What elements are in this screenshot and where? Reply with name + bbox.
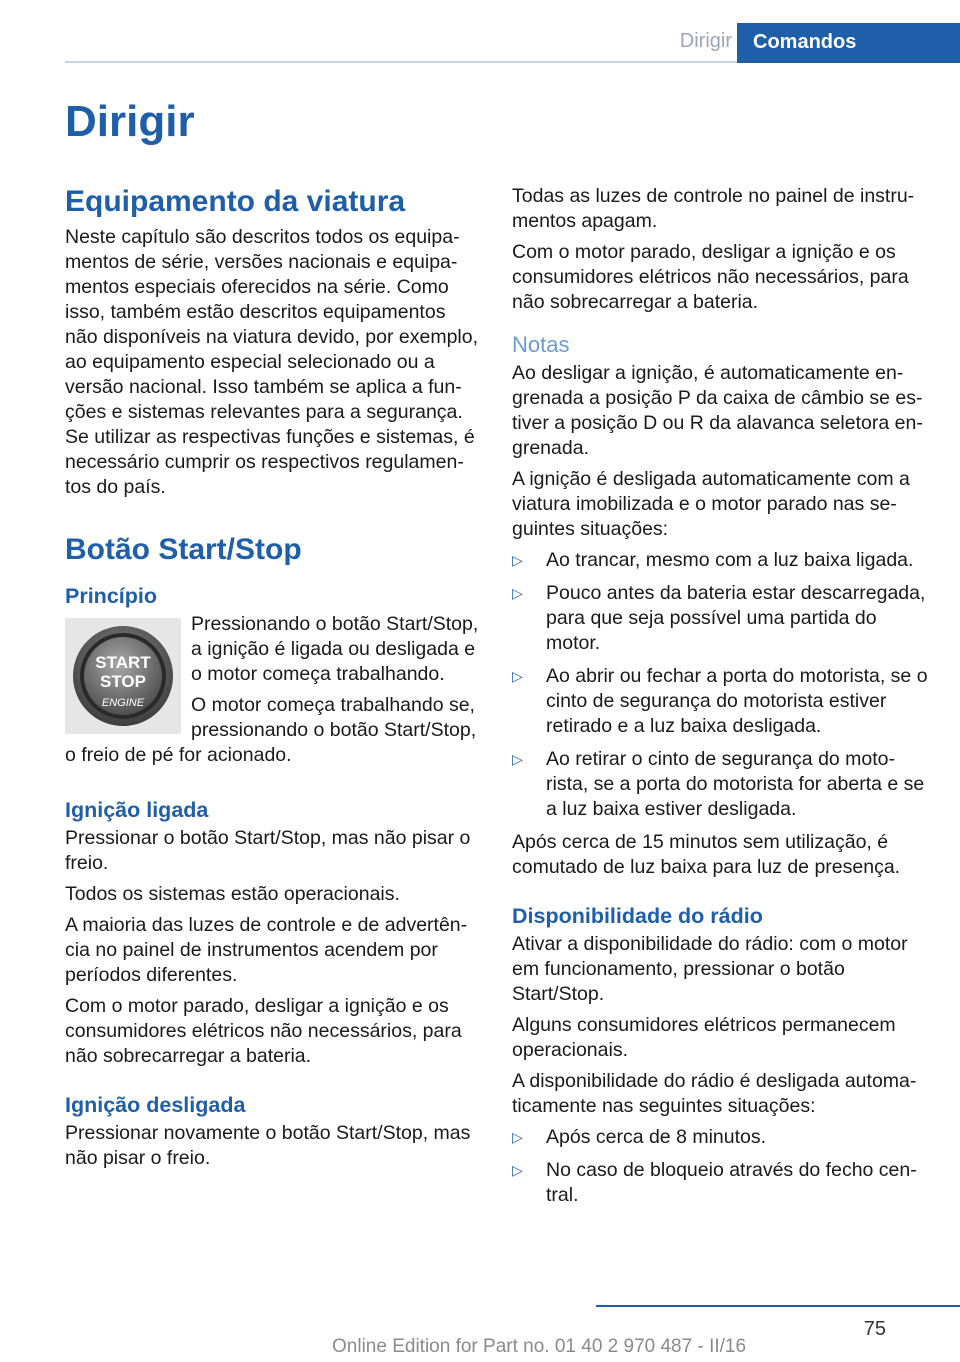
paragraph-radio-2: Alguns consumidores elétricos permanecem operacionais. xyxy=(512,1014,896,1061)
triangle-bullet-icon: ▷ xyxy=(512,585,523,601)
bullet-list-notas xyxy=(512,548,928,822)
paragraph-radio-3: A disponibilidade do rádio é desligada automaticamente nas seguintes situações: xyxy=(512,1070,917,1117)
footer-edition: Online Edition for Part no. 01 40 2 970 487 - II/16 xyxy=(332,1336,747,1357)
paragraph-principio-1: Pressionando o botão Start/Stop, a ignição é ligada ou desligada e o motor começa trabalhando. xyxy=(191,613,479,685)
triangle-bullet-icon: ▷ xyxy=(512,1129,523,1145)
principio-block xyxy=(65,612,479,774)
paragraph-notas-3: Após cerca de 15 minutos sem utilização, é comutado de luz baixa para luz de presença. xyxy=(512,831,901,878)
heading-principio: Princípio xyxy=(65,584,157,608)
paragraph-ligada-1: Pressionar o botão Start/Stop, mas não pisar o freio. xyxy=(65,827,471,874)
list-item: ▷ Ao abrir ou fechar a porta do motorista, se o cinto de segurança do motorista estiver retirado e a luz baixa desligada. xyxy=(512,665,928,737)
list-item: ▷ Após cerca de 8 minutos. xyxy=(512,1126,767,1148)
paragraph-ligada-3: A maioria das luzes de controle e de advertência no painel de instrumentos acendem por períodos diferentes. xyxy=(65,914,468,986)
paragraph-principio-2: O motor começa trabalhando se, pressionando o botão Start/Stop, o freio de pé for acionado. xyxy=(65,694,477,766)
right-column xyxy=(512,184,928,1216)
paragraph-right-2: Com o motor parado, desligar a ignição e os consumidores elétricos não necessários, para não sobrecarregar a bateria. xyxy=(512,241,909,313)
heading-ignicao-desligada: Ignição desligada xyxy=(65,1093,246,1117)
triangle-bullet-icon: ▷ xyxy=(512,751,523,767)
button-label-engine: ENGINE xyxy=(101,697,145,709)
paragraph-right-1: Todas as luzes de controle no painel de instrumentos apagam. xyxy=(512,185,915,232)
heading-notas: Notas xyxy=(512,332,570,357)
list-item: ▷ Pouco antes da bateria estar descarregada, para que seja possível uma partida do motor. xyxy=(512,582,926,654)
page-title: Dirigir xyxy=(65,97,195,146)
button-label-start: START xyxy=(95,653,151,672)
heading-ignicao-ligada: Ignição ligada xyxy=(65,798,209,822)
bullet-list-radio xyxy=(512,1125,928,1208)
heading-botao-start-stop: Botão Start/Stop xyxy=(65,533,302,566)
paragraph-ligada-2: Todos os sistemas estão operacionais. xyxy=(65,883,400,905)
header-section: Dirigir xyxy=(679,30,732,52)
paragraph-notas-1: Ao desligar a ignição, é automaticamente engrenada a posição P da caixa de câmbio se estiver a posição D ou R da alavanca seletora engrenada. xyxy=(512,362,923,459)
paragraph-radio-1: Ativar a disponibilidade do rádio: com o motor em funcionamento, pressionar o botão Start/Stop. xyxy=(512,933,908,1005)
list-item: ▷ Ao retirar o cinto de segurança do motorista, se a porta do motorista for aberta e se a luz baixa estiver desligada. xyxy=(512,748,925,820)
start-stop-button-image xyxy=(65,618,181,734)
list-item: ▷ No caso de bloqueio através do fecho central. xyxy=(512,1159,917,1206)
paragraph-equipamento: Neste capítulo são descritos todos os equipamentos de série, versões nacionais e equipamentos especiais oferecidos na série. Como isso, também estão descritos equipamentos não disponíveis na viatura devido, por exemplo, ao equipamento especial selecionado ou a versão nacional. Isso também se aplica a funções e sistemas relevantes para a segurança. Se utilizar as respectivas funções e sistemas, é necessário cumprir os respectivos regulamentos do país. xyxy=(65,226,479,498)
paragraph-notas-2: A ignição é desligada automaticamente com a viatura imobilizada e o motor parado nas seguintes situações: xyxy=(512,468,910,540)
header-chapter-tab: Comandos xyxy=(737,23,960,63)
left-column xyxy=(65,182,479,1177)
start-stop-button-icon xyxy=(65,618,181,734)
heading-equipamento: Equipamento da viatura xyxy=(65,185,406,218)
footer-rule xyxy=(596,1305,960,1307)
button-label-stop: STOP xyxy=(100,672,146,691)
triangle-bullet-icon: ▷ xyxy=(512,668,523,684)
list-item: ▷ Ao trancar, mesmo com a luz baixa ligada. xyxy=(512,549,914,571)
paragraph-ligada-4: Com o motor parado, desligar a ignição e os consumidores elétricos não necessários, para não sobrecarregar a bateria. xyxy=(65,995,462,1067)
triangle-bullet-icon: ▷ xyxy=(512,552,523,568)
triangle-bullet-icon: ▷ xyxy=(512,1162,523,1178)
page-number: 75 xyxy=(863,1318,886,1340)
heading-disponibilidade-radio: Disponibilidade do rádio xyxy=(512,904,763,928)
paragraph-desligada-1: Pressionar novamente o botão Start/Stop, mas não pisar o freio. xyxy=(65,1122,471,1169)
